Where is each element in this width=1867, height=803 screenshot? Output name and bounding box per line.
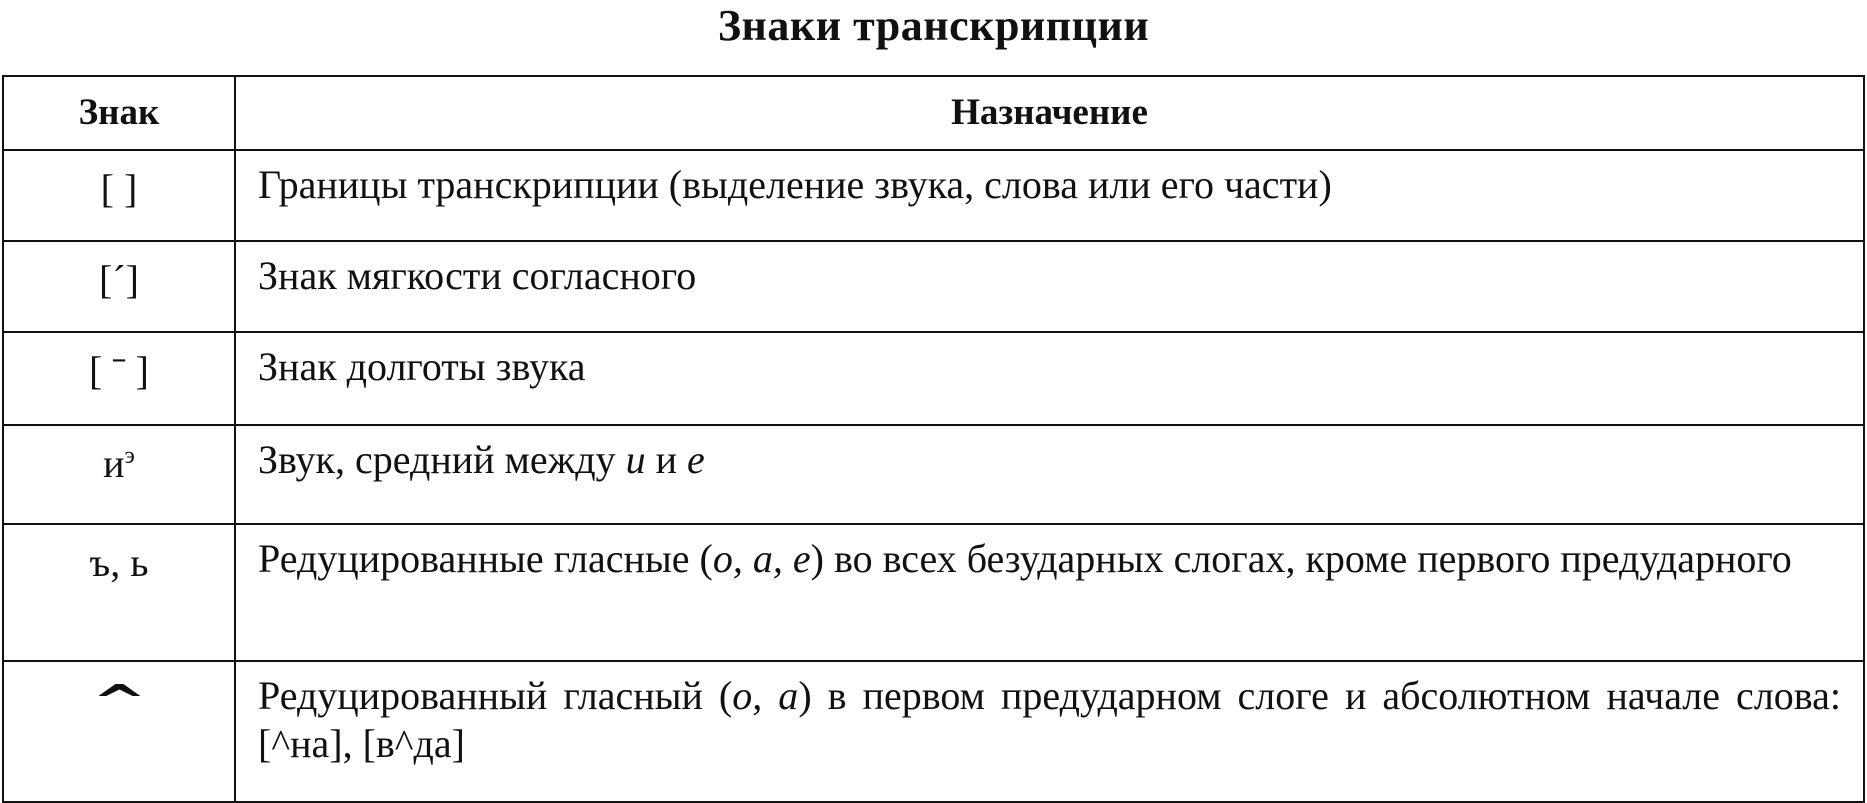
caret-icon: ^ (91, 676, 147, 727)
purpose-italic-e: е (687, 437, 705, 482)
purpose-cell: Знак долготы звука (235, 332, 1864, 425)
column-header-purpose: Назначение (235, 76, 1864, 150)
transcription-signs-table (2, 75, 1865, 803)
sign-cell (3, 425, 235, 524)
sign-softness: [ˊ] (99, 257, 139, 302)
purpose-italic-vowels: о, а, е (712, 536, 811, 581)
table-row (3, 150, 1864, 241)
purpose-cell: Границы транскрипции (выделение звука, слова или его части) (235, 150, 1864, 241)
table-header-row (3, 76, 1864, 150)
purpose-text: и (645, 437, 688, 482)
sign-reduced: ъ, ь (89, 540, 149, 585)
sign-base: и (103, 441, 125, 486)
sign-cell (3, 241, 235, 332)
purpose-italic-vowels: о, а (732, 673, 799, 718)
sign-length: [ ˉ ] (89, 348, 149, 393)
purpose-cell (235, 661, 1864, 802)
sign-i-e (103, 434, 135, 488)
table-row (3, 661, 1864, 802)
sign-cell (3, 524, 235, 661)
purpose-text: Редуцированные гласные ( (258, 536, 713, 581)
page-title: Знаки транскрипции (717, 1, 1150, 50)
purpose-cell (235, 524, 1864, 661)
table-row (3, 524, 1864, 661)
purpose-text: Звук, средний между (258, 437, 626, 482)
purpose-cell: Знак мягкости согласного (235, 241, 1864, 332)
purpose-text: ) в первом предударном слоге и абсолютном начале слова: [^на], [в^да] (258, 673, 1842, 766)
table-row (3, 241, 1864, 332)
sign-cell (3, 661, 235, 802)
table-row (3, 332, 1864, 425)
purpose-cell (235, 425, 1864, 524)
sign-superscript: э (124, 443, 135, 469)
purpose-text: Редуцированный гласный ( (258, 673, 733, 718)
column-header-sign: Знак (3, 76, 235, 150)
purpose-text: ) во всех безударных слогах, кроме первого предударного (810, 536, 1792, 581)
sign-cell (3, 150, 235, 241)
table-row (3, 425, 1864, 524)
purpose-italic-i: и (625, 437, 646, 482)
sign-brackets: [ ] (100, 166, 138, 211)
sign-cell (3, 332, 235, 425)
